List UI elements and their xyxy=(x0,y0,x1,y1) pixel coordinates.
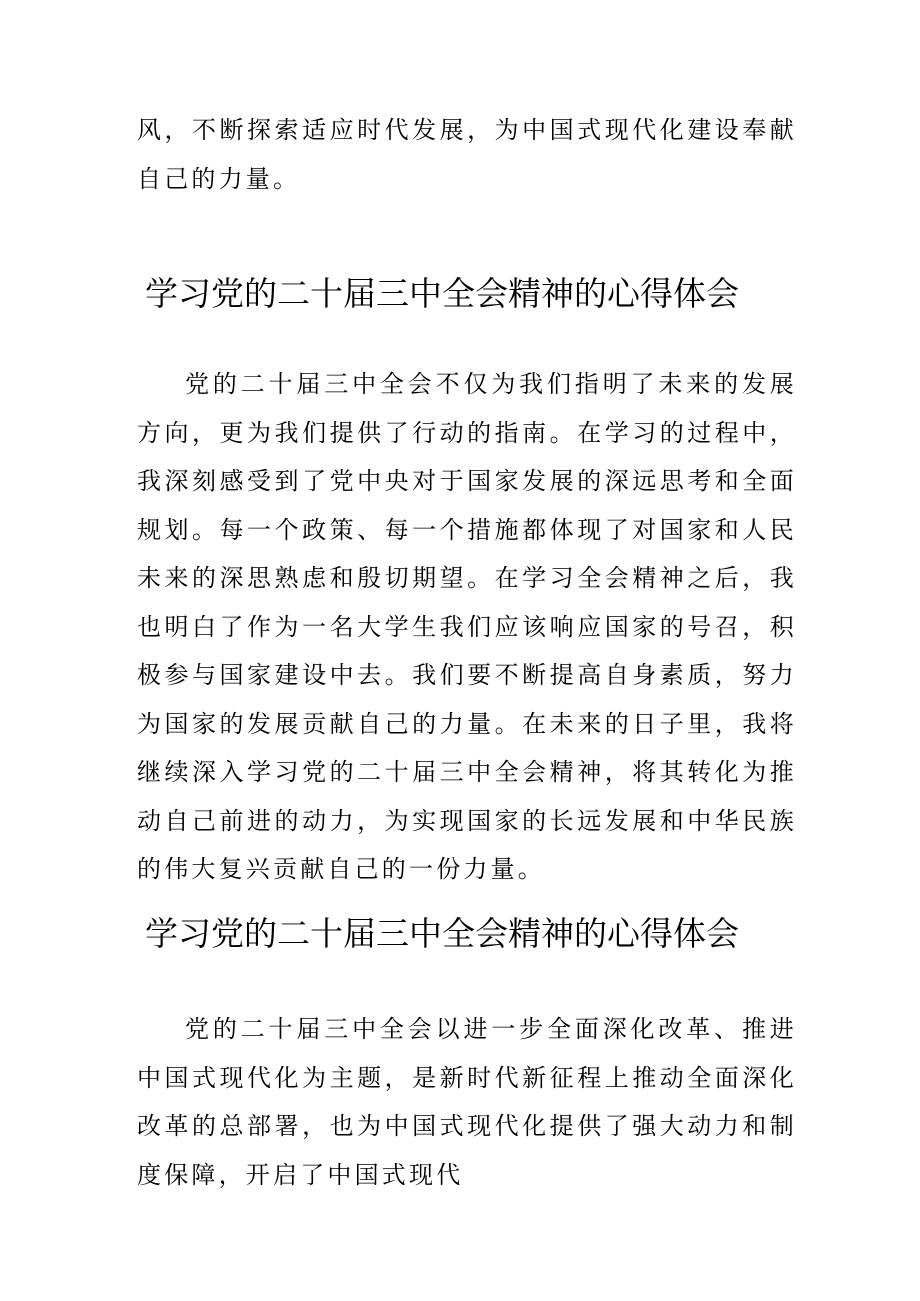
section-body-2: 党的二十届三中全会以进一步全面深化改革、推进中国式现代化为主题，是新时代新征程上推动全面深化改革的总部署，也为中国式现代化提供了强大动力和制度保障，开启了中国式现代 xyxy=(137,1015,797,1189)
section-body-1: 党的二十届三中全会不仅为我们指明了未来的发展方向，更为我们提供了行动的指南。在学习的过程中，我深刻感受到了党中央对于国家发展的深远思考和全面规划。每一个政策、每一个措施都体现了对国家和人民未来的深思熟虑和殷切期望。在学习全会精神之后，我也明白了作为一名大学生我们应该响应国家的号召，积极参与国家建设中去。我们要不断提高自身素质，努力为国家的发展贡献自己的力量。在未来的日子里，我将继续深入学习党的二十届三中全会精神，将其转化为推动自己前进的动力，为实现国家的长远发展和中华民族的伟大复兴贡献自己的一份力量。 xyxy=(137,370,797,883)
continuation-paragraph: 风，不断探索适应时代发展，为中国式现代化建设奉献自己的力量。 xyxy=(137,116,797,193)
section-heading-2: 学习党的二十届三中全会精神的心得体会 xyxy=(145,914,739,953)
section-heading-1: 学习党的二十届三中全会精神的心得体会 xyxy=(145,274,739,313)
